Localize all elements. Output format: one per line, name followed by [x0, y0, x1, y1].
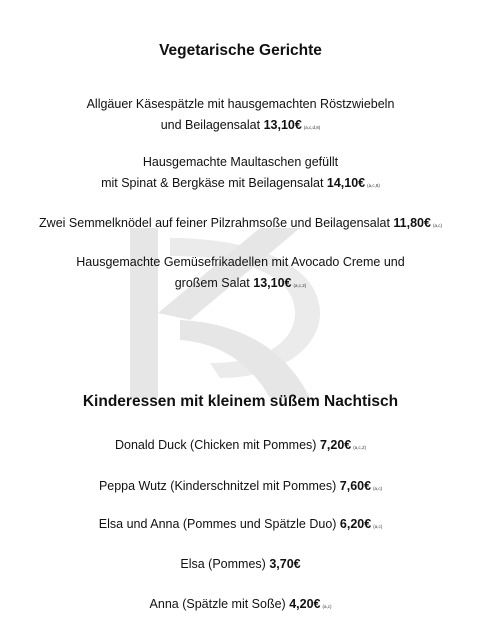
- menu-item-line: und Beilagensalat 13,10€ (a,c,d,8): [160, 118, 321, 132]
- allergen-note: (a,c,8): [367, 183, 380, 188]
- menu-item-price: 13,10€: [263, 118, 302, 132]
- allergen-note: (a,c): [373, 524, 383, 529]
- menu-item-line: Elsa und Anna (Pommes und Spätzle Duo) 6,20€ (a,c): [98, 517, 383, 531]
- menu-item-price: 13,10€: [253, 276, 292, 290]
- allergen-note: (a,c): [322, 604, 332, 609]
- menu-item-line: Anna (Spätzle mit Soße) 4,20€ (a,c): [149, 597, 332, 611]
- menu-item-price: 7,20€: [319, 438, 352, 452]
- allergen-note: (a,c,2): [353, 445, 366, 450]
- menu-item-price: 7,60€: [339, 479, 372, 493]
- allergen-note: (a,c): [432, 223, 442, 228]
- menu-item-price: 4,20€: [289, 597, 321, 611]
- menu-item-price: 14,10€: [326, 176, 366, 190]
- menu-item-price: 6,20€: [339, 517, 372, 531]
- menu-item-line: Hausgemachte Gemüsefrikadellen mit Avocado Creme und: [76, 255, 405, 269]
- section-title-kids: Kinderessen mit kleinem süßem Nachtisch: [82, 393, 399, 410]
- menu-item-line: Peppa Wutz (Kinderschnitzel mit Pommes) 7,60€ (a,c): [98, 479, 383, 493]
- section-title-vegetarian: Vegetarische Gerichte: [159, 42, 322, 59]
- menu-item-line: Zwei Semmelknödel auf feiner Pilzrahmsoße und Beilagensalat 11,80€ (a,c): [39, 216, 442, 230]
- menu-item-line: Donald Duck (Chicken mit Pommes) 7,20€ (a,c,2): [115, 438, 366, 452]
- menu-item-line: Elsa (Pommes) 3,70€: [180, 557, 301, 571]
- menu-item-line: Allgäuer Käsespätzle mit hausgemachten Röstzwiebeln: [86, 97, 395, 111]
- allergen-note: (a,c): [373, 486, 383, 491]
- menu-item-line: großem Salat 13,10€ (a,c,2): [174, 276, 307, 290]
- menu-item-line: mit Spinat & Bergkäse mit Beilagensalat 14,10€ (a,c,8): [101, 176, 380, 190]
- allergen-note: (a,c,d,8): [303, 125, 321, 130]
- menu-item-line: Hausgemachte Maultaschen gefüllt: [142, 155, 339, 169]
- monogram-watermark-icon: [110, 228, 340, 398]
- allergen-note: (a,c,2): [293, 283, 307, 288]
- menu-item-price: 11,80€: [393, 216, 431, 230]
- menu-item-price: 3,70€: [269, 557, 301, 571]
